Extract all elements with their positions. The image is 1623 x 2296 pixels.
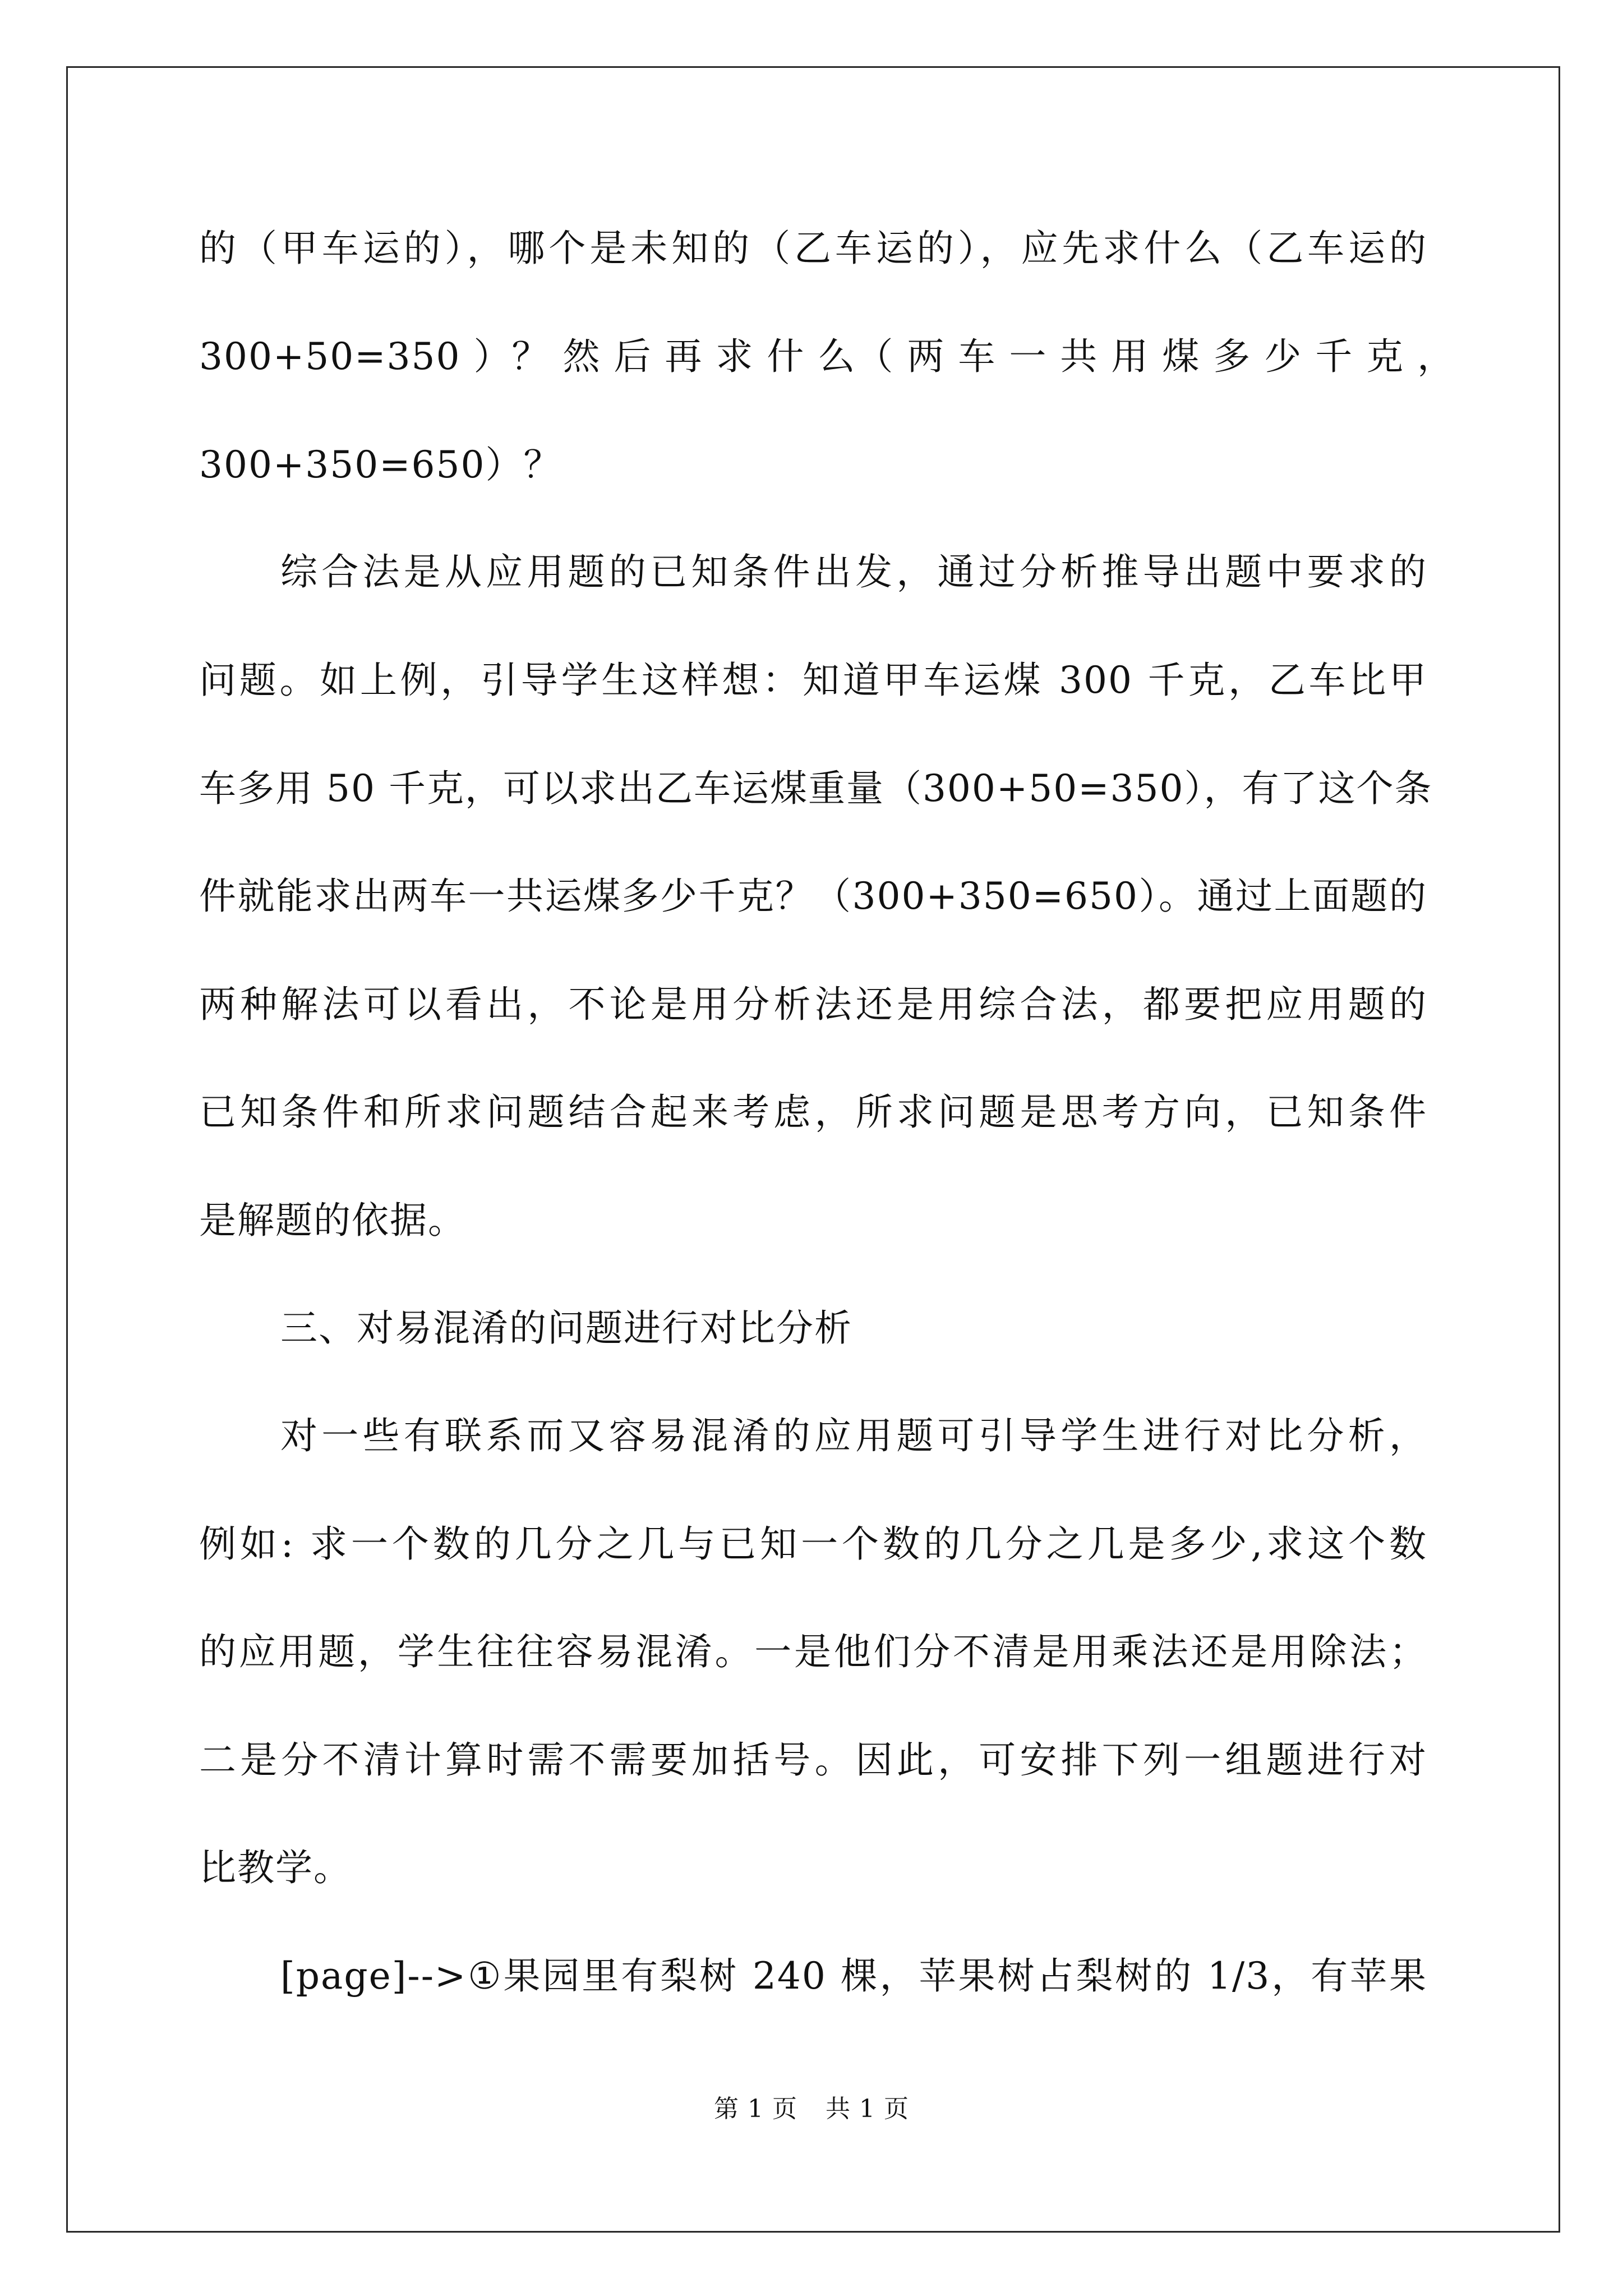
text-line: 二是分不清计算时需不需要加括号。因此，可安排下列一组题进行对	[199, 1738, 1427, 1782]
paragraph-first-line: [page]-->①果园里有梨树 240 棵，苹果树占梨树的 1/3，有苹果	[280, 1954, 1427, 1998]
text-line: 车多用 50 千克，可以求出乙车运煤重量（300+50=350），有了这个条	[199, 767, 1433, 810]
text-line: 300+50=350 ）？ 然 后 再 求 什 么（ 两 车 一 共 用 煤 多 少 千 克 ，	[199, 335, 1456, 378]
page-border	[66, 66, 1560, 2233]
paragraph-first-line: 对一些有联系而又容易混淆的应用题可引导学生进行对比分析，	[280, 1414, 1427, 1457]
text-line: 已知条件和所求问题结合起来考虑，所求问题是思考方向，已知条件	[199, 1091, 1427, 1134]
text-line: 例如: 求一个数的几分之几与已知一个数的几分之几是多少,求这个数	[199, 1522, 1427, 1566]
text-line: 是解题的依据。	[199, 1199, 466, 1242]
text-line: 300+350=650）？	[199, 443, 562, 486]
text-line: 问题。如上例，引导学生这样想：知道甲车运煤 300 千克，乙车比甲	[199, 659, 1427, 702]
text-line: 比教学。	[199, 1846, 352, 1889]
text-line: 的（甲车运的），哪个是未知的（乙车运的），应先求什么（乙车运的	[199, 227, 1427, 270]
text-line: 件就能求出两车一共运煤多少千克？（300+350=650）。通过上面题的	[199, 875, 1427, 918]
page-number: 第 1 页	[714, 2095, 797, 2123]
section-heading: 三、对易混淆的问题进行对比分析	[280, 1306, 852, 1350]
paragraph-first-line: 综合法是从应用题的已知条件出发，通过分析推导出题中要求的	[280, 550, 1427, 593]
text-line: 的应用题，学生往往容易混淆。一是他们分不清是用乘法还是用除法；	[199, 1630, 1427, 1673]
page-total: 共 1 页	[826, 2095, 909, 2123]
text-line: 两种解法可以看出，不论是用分析法还是用综合法，都要把应用题的	[199, 983, 1427, 1026]
page-footer	[0, 2097, 1623, 2122]
